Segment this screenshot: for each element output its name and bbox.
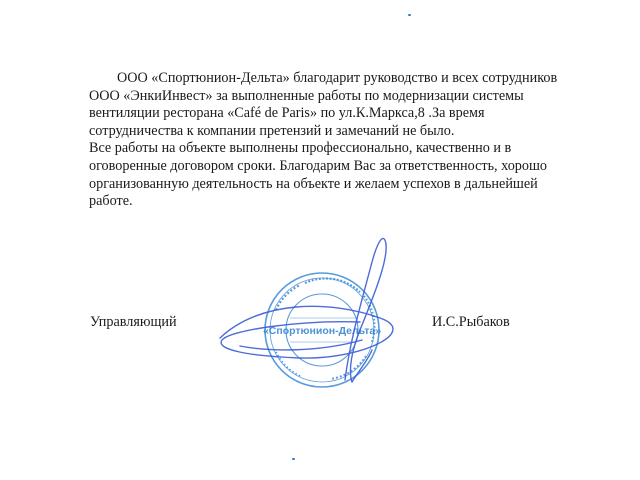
handwritten-signature: [220, 238, 393, 382]
letter-body: [89, 70, 559, 211]
seal-center-text: «Спортюнион-Дельта»: [262, 325, 382, 337]
ink-speck: [292, 458, 295, 460]
ink-speck: [408, 14, 411, 16]
signatory-role: Управляющий: [90, 314, 177, 330]
letter-paragraph-1: ООО «Спортюнион-Дельта» благодарит руководство и всех сотрудников ООО «ЭнкиИнвест» за выполненные работы по модернизации системы вентиляции ресторана «Café de Paris» по ул.К.Маркса,8 .За время сотрудничества к компании претензий и замечаний не было.: [89, 70, 558, 139]
signatory-name: И.С.Рыбаков: [432, 314, 510, 330]
company-seal: [262, 273, 382, 387]
letter-paragraph-2: Все работы на объекте выполнены профессионально, качественно и в оговоренные договором сроки. Благодарим Вас за ответственность, хорошо организованную деятельность на объекте и желаем успехов в дальнейшей работе.: [89, 140, 547, 210]
